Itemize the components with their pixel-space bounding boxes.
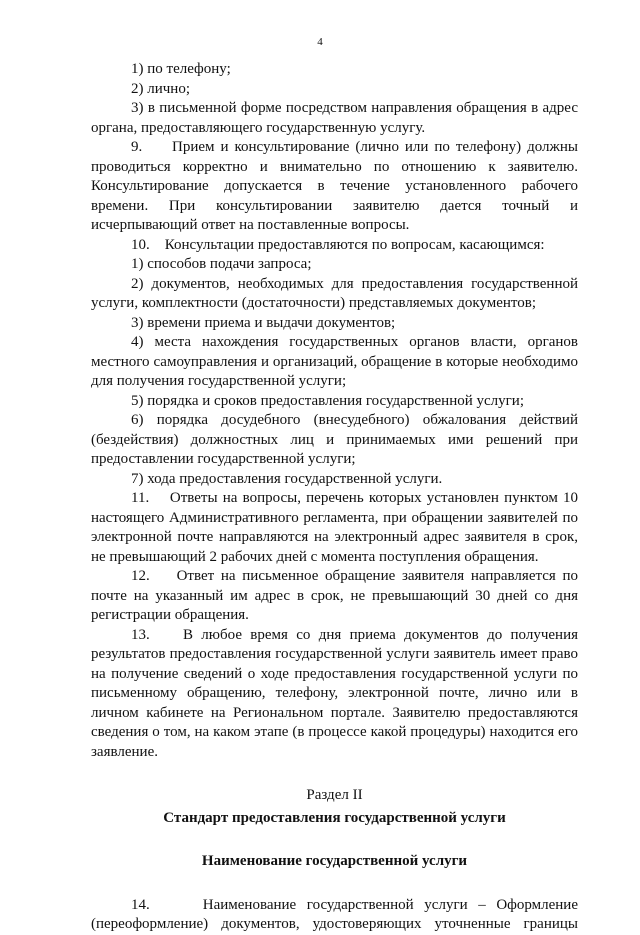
page-number: 4 [317,36,323,48]
paragraph: 12. Ответ на письменное обращение заявителя направляется по почте на указанный им адрес в срок, не превышающий 30 дней со дня регистрации обращения. [91,568,578,623]
paragraph: 13. В любое время со дня приема документов до получения результатов предоставления государственной услуги заявитель имеет право на получение сведений о ходе предоставления государственной услуги по письменному обращению, телефону, электронной почте, лично или в личном кабинете на Региональном портале. Заявителю предоставляются сведения о том, на каком этапе (в процессе какой процедуры) находится его заявление. [91,626,578,760]
section-label: Раздел II [306,787,363,803]
paragraph: 11. Ответы на вопросы, перечень которых установлен пунктом 10 настоящего Административного регламента, при обращении заявителей по электронной почте направляются на электронный адрес заявителя в срок, не превышающий 2 рабочих дней с момента поступления обращения. [91,490,578,565]
paragraph: 3) в письменной форме посредством направления обращения в адрес органа, предоставляющего государственную услугу. [91,100,578,136]
paragraph: 14. Наименование государственной услуги – Оформление (переоформление) документов, удостоверяющих уточненные границы [91,896,578,932]
paragraph: 9. Прием и консультирование (лично или по телефону) должны проводиться корректно и внимательно по отношению к заявителю. Консультирование допускается в течение установленного рабочего времени. При консультировании заявителю дается точный и исчерпывающий ответ на поставленные вопросы. [91,139,578,233]
paragraph: 6) порядка досудебного (внесудебного) обжалования действий (бездействия) должностных лиц и принимаемых ими решений при предоставлении государственной услуги; [91,412,578,467]
paragraph: 7) хода предоставления государственной услуги. [131,470,443,487]
paragraph: 2) лично; [131,80,190,97]
subheading: Наименование государственной услуги [201,853,468,869]
paragraph: 5) порядка и сроков предоставления государственной услуги; [131,392,524,409]
paragraph: 4) места нахождения государственных органов власти, органов местного самоуправления и организаций, обращение в которые необходимо для получения государственной услуги; [91,334,578,389]
paragraph: 2) документов, необходимых для предоставления государственной услуги, комплектности (достаточности) представляемых документов; [91,275,578,311]
paragraph: 3) времени приема и выдачи документов; [131,314,396,331]
paragraph: 10. Консультации предоставляются по вопросам, касающимся: [131,236,545,253]
paragraph: 1) способов подачи запроса; [131,256,312,272]
paragraph: 1) по телефону; [131,61,231,77]
document-body [91,60,578,935]
section-title: Стандарт предоставления государственной услуги [163,809,506,826]
